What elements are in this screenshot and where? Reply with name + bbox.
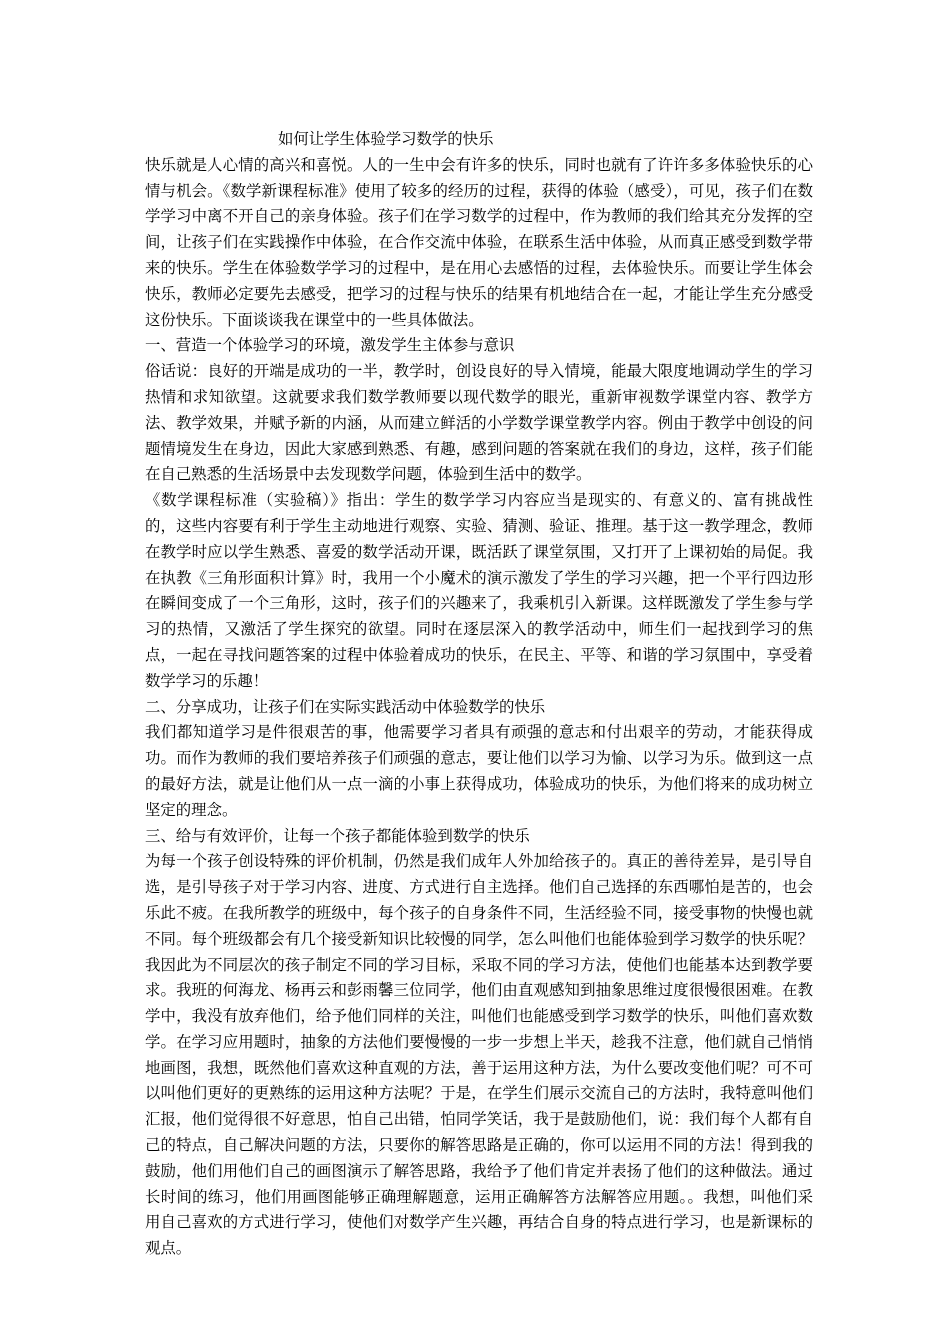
paragraph-intro: 快乐就是人心情的高兴和喜悦。人的一生中会有许多的快乐，同时也就有了许许多多体验快乐的心情与机会。《数学新课程标准》使用了较多的经历的过程，获得的体验（感受），可见，孩子们在数学学习中离不开自己的亲身体验。孩子们在学习数学的过程中，作为教师的我们给其充分发挥的空间，让孩子们在实践操作中体验，在合作交流中体验，在联系生活中体验，从而真正感受到数学带来的快乐。学生在体验数学学习的过程中，是在用心去感悟的过程，去体验快乐。而要让学生体会快乐，教师必定要先去感受，把学习的过程与快乐的结果有机地结合在一起，才能让学生充分感受这份快乐。下面谈谈我在课堂中的一些具体做法。 [145,155,813,329]
document-title: 如何让学生体验学习数学的快乐 [278,130,494,148]
section-heading-3: 三、给与有效评价，让每一个孩子都能体验到数学的快乐 [145,826,530,845]
section-heading-1: 一、营造一个体验学习的环境，激发学生主体参与意识 [145,336,515,355]
section-heading-2: 二、分享成功，让孩子们在实际实践活动中体验数学的快乐 [145,697,546,716]
paragraph-section3: 为每一个孩子创设特殊的评价机制，仍然是我们成年人外加给孩子的。真正的善待差异，是引导自选，是引导孩子对于学习内容、进度、方式进行自主选择。他们自己选择的东西哪怕是苦的，也会乐此不疲。在我所教学的班级中，每个孩子的自身条件不同，生活经验不同，接受事物的快慢也就不同。每个班级都会有几个接受新知识比较慢的同学，怎么叫他们也能体验到学习数学的快乐呢？我因此为不同层次的孩子制定不同的学习目标，采取不同的学习方法，使他们也能基本达到教学要求。我班的何海龙、杨再云和彭雨馨三位同学，他们由直观感知到抽象思维过度很慢很困难。在教学中，我没有放弃他们，给予他们同样的关注，叫他们也能感受到学习数学的快乐，叫他们喜欢数学。在学习应用题时，抽象的方法他们要慢慢的一步一步想上半天，趁我不注意，他们就自己悄悄地画图，我想，既然他们喜欢这种直观的方法，善于运用这种方法，为什么要改变他们呢？可不可以叫他们更好的更熟练的运用这种方法呢？于是，在学生们展示交流自己的方法时，我特意叫他们汇报，他们觉得很不好意思，怕自己出错，怕同学笑话，我于是鼓励他们，说：我们每个人都有自己的特点，自己解决问题的方法，只要你的解答思路是正确的，你可以运用不同的方法！得到我的鼓励，他们用他们自己的画图演示了解答思路，我给予了他们肯定并表扬了他们的这种做法。通过长时间的练习，他们用画图能够正确理解题意，运用正确解答方法解答应用题。。我想，叫他们采用自己喜欢的方式进行学习，使他们对数学产生兴趣，再结合自身的特点进行学习，也是新课标的观点。 [145,852,813,1258]
paragraph-section2: 我们都知道学习是件很艰苦的事，他需要学习者具有顽强的意志和付出艰辛的劳动，才能获得成功。而作为教师的我们要培养孩子们顽强的意志，要让他们以学习为愉、以学习为乐。做到这一点的最好方法，就是让他们从一点一滴的小事上获得成功，体验成功的快乐，为他们将来的成功树立坚定的理念。 [145,723,813,819]
paragraph-section1-b: 《数学课程标准（实验稿）》指出：学生的数学学习内容应当是现实的、有意义的、富有挑战性的，这些内容要有利于学生主动地进行观察、实验、猜测、验证、推理。基于这一教学理念，教师在教学时应以学生熟悉、喜爱的数学活动开课，既活跃了课堂氛围，又打开了上课初始的局促。我在执教《三角形面积计算》时，我用一个小魔术的演示激发了学生的学习兴趣，把一个平行四边形在瞬间变成了一个三角形，这时，孩子们的兴趣来了，我乘机引入新课。这样既激发了学生参与学习的热情，又激活了学生探究的欲望。同时在逐层深入的教学活动中，师生们一起找到学习的焦点，一起在寻找问题答案的过程中体验着成功的快乐，在民主、平等、和谐的学习氛围中，享受着数学学习的乐趣！ [145,491,813,690]
paragraph-section1-a: 俗话说：良好的开端是成功的一半，教学时，创设良好的导入情境，能最大限度地调动学生的学习热情和求知欲望。这就要求我们数学教师要以现代数学的眼光，重新审视数学课堂内容、教学方法、教学效果，并赋予新的内涵，从而建立鲜活的小学数学课堂教学内容。例由于教学中创设的问题情境发生在身边，因此大家感到熟悉、有趣，感到问题的答案就在我们的身边，这样，孩子们能在自己熟悉的生活场景中去发现数学问题，体验到生活中的数学。 [145,362,813,484]
document-page [145,127,813,1262]
